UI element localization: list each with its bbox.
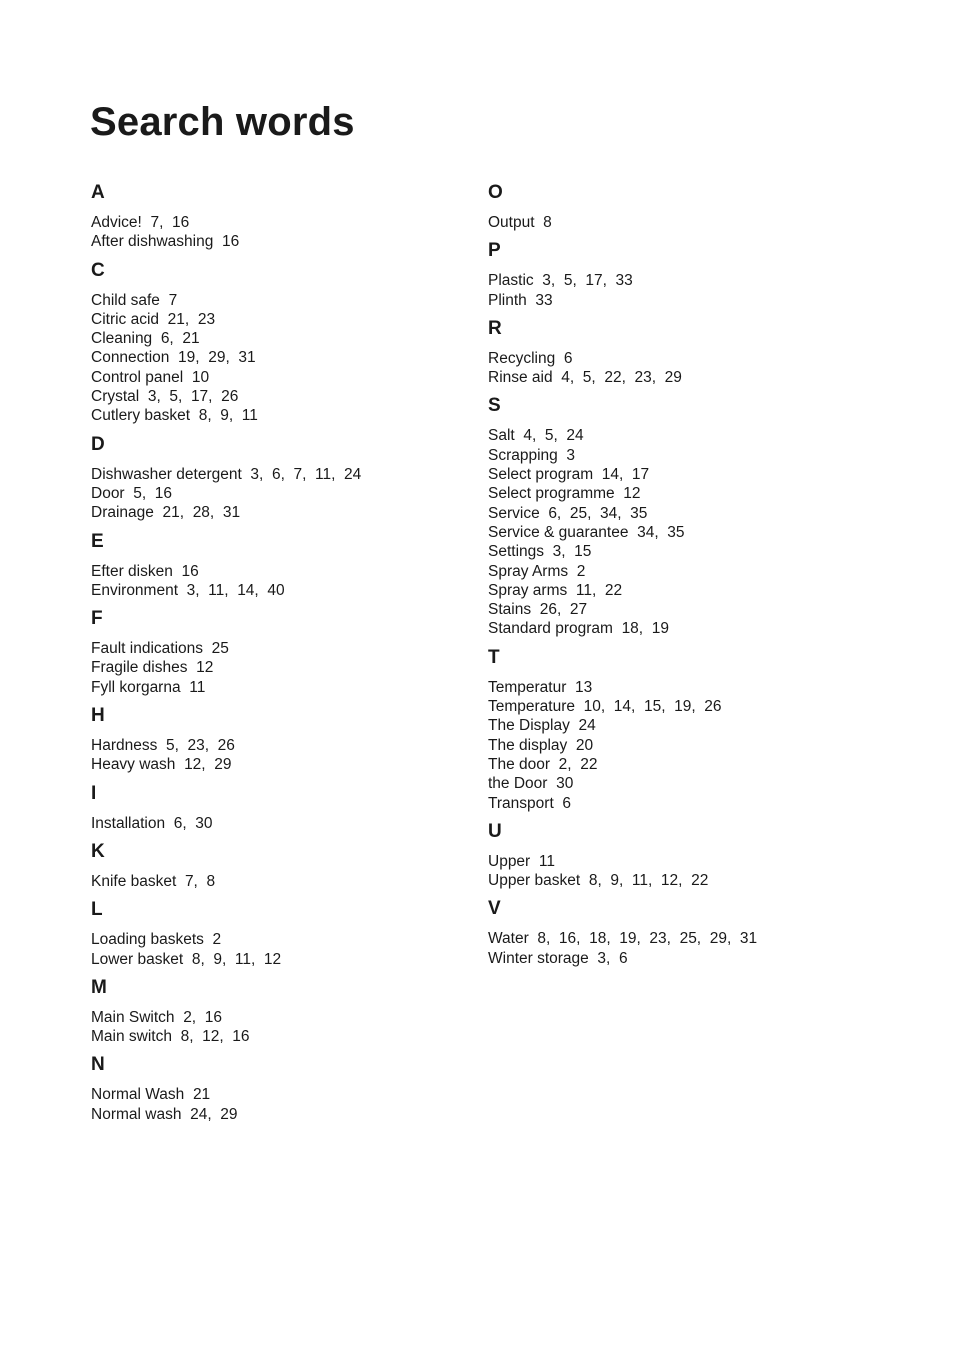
entry-term: Salt [488,427,515,445]
entry-pages: 33 [535,291,553,309]
index-section [91,976,471,1047]
entry-pages: 2, 22 [558,755,598,773]
entry-pages: 6 [562,794,572,812]
index-entry [488,678,888,697]
entry-term: Door [91,484,125,502]
index-entry [488,581,888,600]
entry-term: Water [488,930,529,948]
index-entry [91,503,471,522]
entry-pages: 4, 5, 24 [523,427,584,445]
entry-pages: 11 [538,852,555,870]
entry-pages: 8, 9, 11 [198,407,258,425]
entry-term: Plastic [488,272,534,290]
index-entry [488,542,888,561]
entry-pages: 12, 29 [184,756,232,774]
index-entry [91,310,471,329]
index-entry [488,600,888,619]
index-section [91,181,471,252]
entry-term: Lower basket [91,950,184,968]
index-entry [91,291,471,310]
entry-pages: 18, 19 [621,620,669,638]
entry-pages: 4, 5, 22, 23, 29 [561,369,682,387]
entry-term: Rinse aid [488,369,553,387]
entry-term: Service & guarantee [488,523,629,541]
index-entry [488,465,888,484]
entry-term: Spray arms [488,581,568,599]
index-section [488,394,888,638]
entry-pages: 2 [212,931,222,949]
entry-pages: 8 [543,214,552,231]
section-letter: S [488,395,501,417]
entry-term: Main Switch [91,1008,175,1026]
section-letter: U [488,820,502,842]
index-entry [488,562,888,581]
entry-pages: 26, 27 [539,601,588,619]
index-entry [488,213,888,232]
index-section [91,607,471,697]
index-entry [91,678,471,697]
entry-pages: 12 [196,659,214,677]
index-column-left [91,181,471,1131]
index-entry [91,465,471,484]
entry-term: Efter disken [91,562,173,580]
entry-term: Heavy wash [91,756,176,774]
index-section [91,840,471,891]
entry-term: Control panel [91,368,184,386]
index-entry [488,426,888,445]
index-entry [91,213,471,232]
entry-term: Upper [488,852,531,870]
section-letter: K [91,840,105,862]
index-entry [488,271,888,290]
index-section [91,704,471,775]
entry-pages: 3, 6 [597,949,628,967]
entry-pages: 30 [556,775,574,793]
index-section [91,1053,471,1124]
entry-pages: 6, 21 [160,330,200,348]
section-letter: E [91,530,104,552]
entry-pages: 2 [576,562,586,580]
entry-term: Fyll korgarna [91,678,181,696]
index-section [488,646,888,813]
entry-term: Installation [91,814,166,832]
section-letter: D [91,433,105,455]
section-letter: F [91,608,103,630]
index-entry [488,871,888,890]
index-entry [488,484,888,503]
entry-term: The Display [488,717,570,735]
index-entry [91,484,471,503]
entry-pages: 13 [575,678,593,696]
entry-pages: 12 [623,485,641,503]
index-entry [488,446,888,465]
section-letter: P [488,240,501,262]
entry-term: Environment [91,581,179,599]
index-entry [488,774,888,793]
entry-pages: 14, 17 [601,466,650,484]
index-column-right [488,181,888,975]
entry-term: Normal wash [91,1105,182,1123]
index-entry [91,1085,471,1104]
entry-term: Cleaning [91,330,153,348]
entry-pages: 10 [191,368,210,386]
entry-pages: 7, 16 [150,214,190,231]
entry-pages: 7, 8 [184,872,216,890]
section-letter: M [91,976,107,998]
entry-term: Temperature [488,698,576,716]
index-entry [91,658,471,677]
entry-term: Drainage [91,504,154,522]
entry-term: Cutlery basket [91,407,191,425]
section-letter: T [488,646,500,668]
entry-term: After dishwashing [91,233,214,251]
entry-term: Upper basket [488,872,581,890]
entry-term: Output [488,214,535,231]
entry-term: Main switch [91,1028,172,1046]
entry-term: Fault indications [91,640,204,658]
index-entry [488,794,888,813]
index-entry [488,755,888,774]
entry-term: Select programme [488,485,615,503]
entry-pages: 16 [221,233,240,251]
entry-pages: 25 [211,640,229,658]
entry-term: The door [488,755,551,773]
index-section [91,898,471,969]
entry-pages: 6 [563,349,573,367]
index-entry [488,716,888,735]
index-section [488,239,888,310]
entry-pages: 21, 28, 31 [162,504,241,522]
section-letter: O [488,182,503,203]
index-entry [91,736,471,755]
entry-pages: 24 [578,717,596,735]
entry-pages: 6, 25, 34, 35 [548,504,648,522]
entry-pages: 8, 9, 11, 12, 22 [588,872,709,890]
index-entry [91,950,471,969]
index-section [91,433,471,523]
index-entry [91,814,471,833]
section-letter: C [91,259,105,281]
index-section [91,530,471,601]
index-entry [488,736,888,755]
entry-pages: 3, 15 [552,543,592,561]
entry-pages: 7 [168,291,178,309]
entry-pages: 8, 9, 11, 12 [191,950,282,968]
section-letter: V [488,898,501,920]
entry-term: Citric acid [91,310,160,328]
index-entry [91,387,471,406]
entry-pages: 6, 30 [173,814,213,832]
index-section [91,782,471,833]
index-entry [488,368,888,387]
index-section [91,259,471,426]
entry-pages: 2, 16 [183,1008,222,1026]
entry-term: Connection [91,349,170,367]
entry-term: Scrapping [488,446,558,464]
entry-pages: 5, 16 [133,484,173,502]
entry-term: Temperatur [488,678,567,696]
entry-term: Crystal [91,388,140,406]
index-entry [488,619,888,638]
index-entry [488,697,888,716]
index-entry [91,232,471,251]
entry-term: Normal Wash [91,1086,185,1104]
entry-term: Transport [488,794,554,812]
index-section [488,897,888,968]
entry-term: Child safe [91,291,160,309]
index-section [488,181,888,232]
entry-term: Advice! [91,214,142,231]
section-letter: N [91,1054,105,1076]
index-entry [91,1008,471,1027]
index-entry [91,639,471,658]
entry-pages: 8, 16, 18, 19, 23, 25, 29, 31 [537,930,758,948]
entry-pages: 21, 23 [167,310,216,328]
entry-pages: 3, 5, 17, 33 [542,272,633,290]
entry-term: Recycling [488,349,556,367]
index-entry [91,1105,471,1124]
section-letter: A [91,182,105,203]
index-entry [488,504,888,523]
index-entry [91,581,471,600]
index-entry [91,406,471,425]
page-title: Search words [90,100,355,144]
entry-term: Select program [488,466,594,484]
index-entry [91,872,471,891]
section-letter: I [91,782,97,804]
entry-term: Service [488,504,540,522]
index-entry [488,349,888,368]
entry-term: Standard program [488,620,613,638]
index-entry [91,930,471,949]
entry-term: Settings [488,543,545,561]
entry-pages: 24, 29 [190,1105,238,1123]
entry-pages: 21 [192,1086,211,1104]
index-entry [91,1027,471,1046]
entry-pages: 11 [189,678,206,696]
entry-pages: 11, 22 [575,581,623,599]
index-entry [488,852,888,871]
entry-pages: 19, 29, 31 [178,349,256,367]
entry-pages: 10, 14, 15, 19, 26 [583,698,722,716]
entry-term: the Door [488,775,548,793]
index-entry [91,562,471,581]
entry-term: Spray Arms [488,562,569,580]
index-entry [488,291,888,310]
index-entry [91,329,471,348]
index-entry [91,368,471,387]
entry-term: Knife basket [91,872,177,890]
index-section [488,317,888,388]
entry-pages: 16 [181,562,199,580]
entry-pages: 3 [566,446,576,464]
entry-pages: 8, 12, 16 [180,1028,250,1046]
index-entry [91,348,471,367]
entry-pages: 5, 23, 26 [165,737,235,755]
entry-term: The display [488,736,568,754]
entry-term: Loading baskets [91,931,204,949]
section-letter: L [91,899,103,921]
index-section [488,820,888,891]
entry-term: Winter storage [488,949,589,967]
entry-term: Plinth [488,291,527,309]
entry-term: Dishwasher detergent [91,465,242,483]
entry-term: Hardness [91,737,158,755]
index-entry [488,929,888,948]
entry-pages: 20 [575,736,594,754]
entry-pages: 3, 11, 14, 40 [186,581,285,599]
entry-term: Stains [488,601,532,619]
index-entry [488,949,888,968]
index-entry [91,755,471,774]
section-letter: R [488,317,502,339]
entry-term: Fragile dishes [91,659,188,677]
index-entry [488,523,888,542]
entry-pages: 3, 6, 7, 11, 24 [250,465,362,483]
entry-pages: 3, 5, 17, 26 [147,388,239,406]
entry-pages: 34, 35 [637,523,685,541]
section-letter: H [91,705,105,727]
